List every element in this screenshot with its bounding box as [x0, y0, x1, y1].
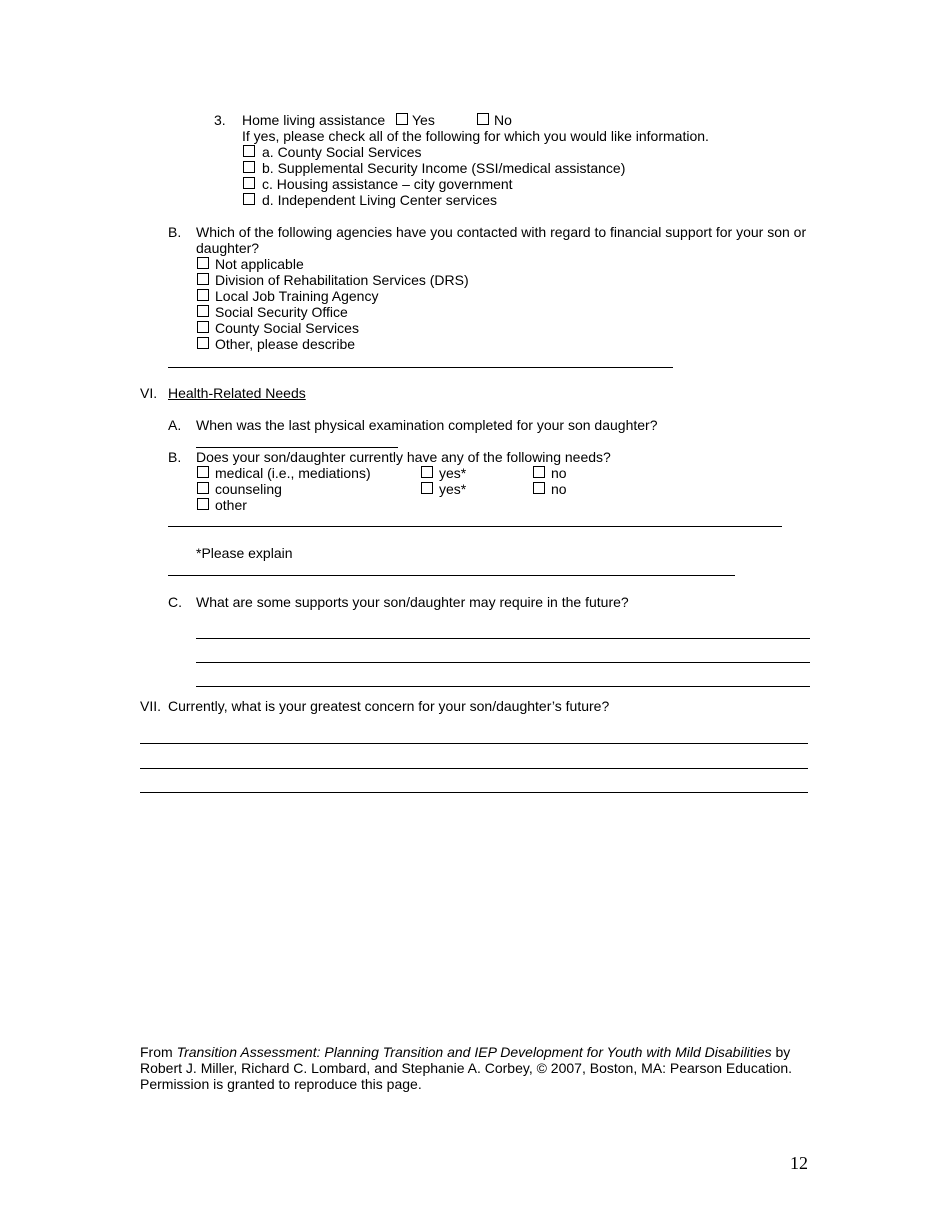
agency-checkbox[interactable] [197, 321, 209, 333]
concern-answer-line[interactable] [140, 792, 808, 793]
section-numeral: VI. [140, 385, 158, 401]
option-label: c. Housing assistance – city government [262, 176, 513, 192]
need-yes-label: yes* [439, 465, 467, 481]
option-label: b. Supplemental Security Income (SSI/medical assistance) [262, 160, 626, 176]
agency-label: Division of Rehabilitation Services (DRS) [215, 272, 469, 288]
question-letter: B. [168, 449, 182, 465]
agency-label: Other, please describe [215, 336, 356, 352]
instruction-text: If yes, please check all of the following for which you would like information. [242, 128, 709, 144]
agency-label: Not applicable [215, 256, 304, 272]
need-yes-label: yes* [439, 481, 467, 497]
home-living-yes-checkbox[interactable] [396, 113, 408, 125]
question-text: daughter? [196, 240, 260, 256]
agency-checkbox[interactable] [197, 305, 209, 317]
need-no-label: no [551, 481, 567, 497]
section-title: Health-Related Needs [168, 385, 306, 401]
question-text: When was the last physical examination completed for your son daughter? [196, 417, 658, 433]
question-text: Does your son/daughter currently have any of the following needs? [196, 449, 611, 465]
question-text: What are some supports your son/daughter may require in the future? [196, 594, 629, 610]
explain-answer-line[interactable] [168, 575, 735, 576]
supports-answer-line[interactable] [196, 638, 810, 639]
option-checkbox[interactable] [243, 193, 255, 205]
footer-authors: Robert J. Miller, Richard C. Lombard, and Stephanie A. Corbey, © 2007, Boston, MA: Pearson Education. [140, 1060, 793, 1076]
agency-checkbox[interactable] [197, 337, 209, 349]
section-numeral: VII. [140, 698, 162, 714]
section-letter: B. [168, 224, 182, 240]
need-label: other [215, 497, 247, 513]
footer-by: by [771, 1044, 791, 1060]
footer-citation [140, 1044, 790, 1060]
need-yes-checkbox[interactable] [421, 482, 433, 494]
agency-label: Local Job Training Agency [215, 288, 379, 304]
option-checkbox[interactable] [243, 161, 255, 173]
yes-label: Yes [412, 112, 435, 128]
agency-label: Social Security Office [215, 304, 348, 320]
question-letter: C. [168, 594, 182, 610]
need-no-checkbox[interactable] [533, 466, 545, 478]
item-label: Home living assistance [242, 112, 386, 128]
question-text: Which of the following agencies have you contacted with regard to financial support for your son or [196, 224, 807, 240]
agency-checkbox[interactable] [197, 289, 209, 301]
supports-answer-line[interactable] [196, 662, 810, 663]
need-checkbox[interactable] [197, 466, 209, 478]
concern-answer-line[interactable] [140, 768, 808, 769]
describe-answer-line[interactable] [168, 367, 673, 368]
need-checkbox[interactable] [197, 498, 209, 510]
option-checkbox[interactable] [243, 145, 255, 157]
need-label: medical (i.e., mediations) [215, 465, 371, 481]
option-label: a. County Social Services [262, 144, 422, 160]
item-number: 3. [214, 112, 226, 128]
explain-label: *Please explain [196, 545, 293, 561]
question-text: Currently, what is your greatest concern for your son/daughter’s future? [168, 698, 610, 714]
concern-answer-line[interactable] [140, 743, 808, 744]
need-yes-checkbox[interactable] [421, 466, 433, 478]
option-label: d. Independent Living Center services [262, 192, 498, 208]
need-no-checkbox[interactable] [533, 482, 545, 494]
need-checkbox[interactable] [197, 482, 209, 494]
footer-from: From [140, 1044, 177, 1060]
exam-date-answer-line[interactable] [196, 447, 398, 448]
supports-answer-line[interactable] [196, 686, 810, 687]
agency-checkbox[interactable] [197, 257, 209, 269]
page-number: 12 [790, 1153, 808, 1173]
need-no-label: no [551, 465, 567, 481]
footer-permission: Permission is granted to reproduce this page. [140, 1076, 422, 1092]
agency-checkbox[interactable] [197, 273, 209, 285]
no-label: No [494, 112, 512, 128]
question-letter: A. [168, 417, 182, 433]
footer-book-title: Transition Assessment: Planning Transition and IEP Development for Youth with Mild Disabilities [176, 1044, 772, 1060]
need-label: counseling [215, 481, 282, 497]
other-answer-line[interactable] [168, 526, 782, 527]
option-checkbox[interactable] [243, 177, 255, 189]
home-living-no-checkbox[interactable] [477, 113, 489, 125]
agency-label: County Social Services [215, 320, 359, 336]
